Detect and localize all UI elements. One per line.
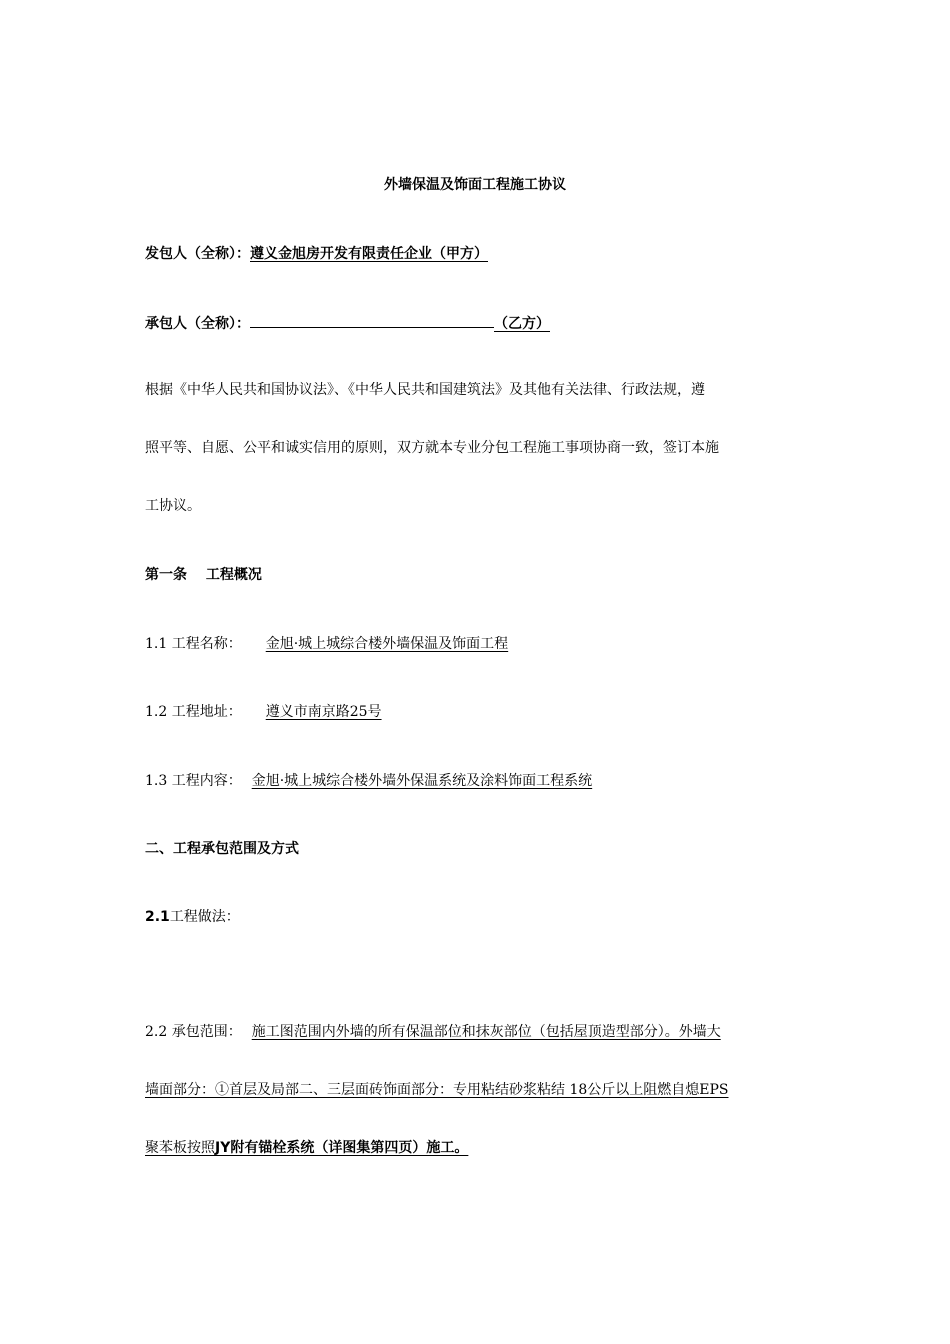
document-title: 外墙保温及饰面工程施工协议 [384,177,566,193]
scope-text-3b: JY附有锚栓系统（详图集第四页）施工。 [215,1140,469,1156]
article1-heading: 第一条 工程概况 [145,567,262,583]
employer-label: 发包人（全称）： [145,246,250,262]
contractor-suffix: （乙方） [494,316,550,332]
contractor-blank [250,312,494,328]
project-content-line [145,771,592,791]
method-line [145,907,240,927]
project-name-label: 1.1 工程名称： [145,636,242,652]
scope-text-1: 施工图范围内外墙的所有保温部位和抹灰部位（包括屋顶造型部分）。外墙大 [251,1024,721,1040]
project-name-value: 金旭·城上城综合楼外墙保温及饰面工程 [265,636,509,652]
employer-value: 遵义金旭房开发有限责任企业（甲方） [250,246,488,262]
project-address-value: 遵义市南京路25号 [265,704,382,720]
employer-line [145,244,488,264]
scope-line-2: 墙面部分：①首层及局部二、三层面砖饰面部分：专用粘结砂浆粘结 18公斤以上阻燃自熄EPS [145,1082,729,1098]
scope-line-1 [145,1022,721,1042]
contractor-line [145,312,550,334]
scope-line-3 [145,1138,468,1158]
preamble-line-1: 根据《中华人民共和国协议法》、《中华人民共和国建筑法》及其他有关法律、行政法规，遵 [145,382,705,398]
method-num: 2.1 [145,909,170,925]
project-address-line [145,702,438,722]
article2-heading: 二、工程承包范围及方式 [145,841,299,857]
preamble-line-2: 照平等、自愿、公平和诚实信用的原则，双方就本专业分包工程施工事项协商一致，签订本施 [145,440,719,456]
scope-label: 2.2 承包范围： [145,1024,242,1040]
project-content-label: 1.3 工程内容： [145,773,242,789]
preamble-line-3: 工协议。 [145,498,201,514]
project-address-label: 1.2 工程地址： [145,704,242,720]
contractor-label: 承包人（全称）： [145,316,250,332]
project-content-value: 金旭·城上城综合楼外墙外保温系统及涂料饰面工程系统 [251,773,593,789]
project-name-line [145,634,596,654]
scope-text-3a: 聚苯板按照 [145,1140,215,1156]
method-label: 工程做法： [169,909,240,925]
